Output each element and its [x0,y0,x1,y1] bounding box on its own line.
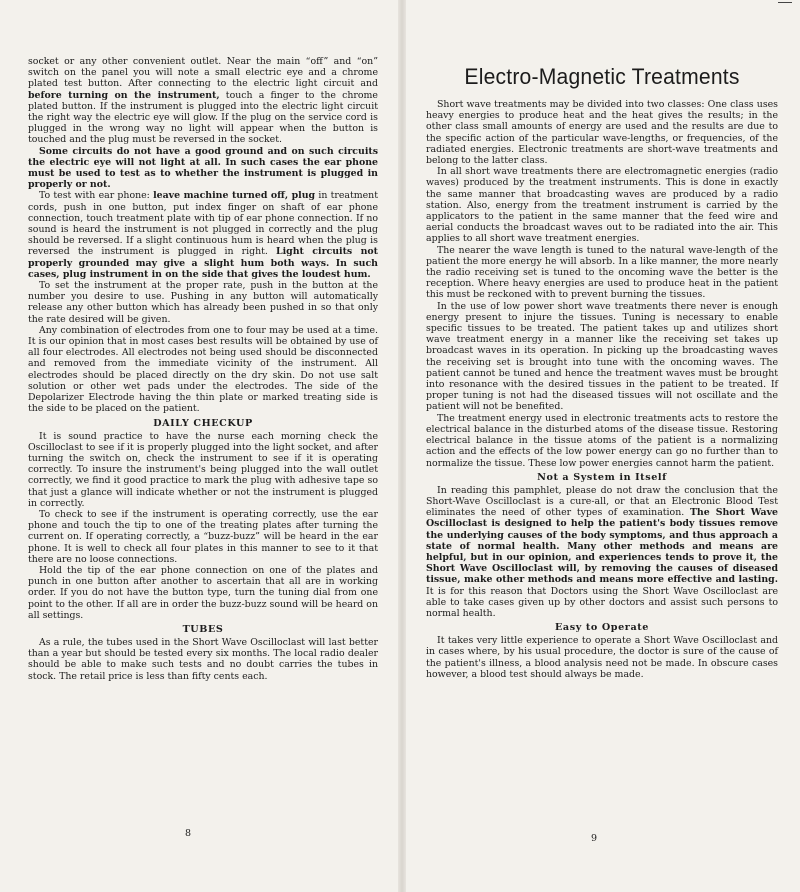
bold-text-run: Some circuits do not have a good ground and on such circuits the electric eye will not light at all. In such cases the ear phone must be used to test as to whether the instrument is plugged in properly or not. [28,145,378,191]
text-run: touch a finger to the chrome plated button. If the instrument is plugged into the electric light circuit the right way the electric eye will glow. If the plug on the service cord is plugged in the wrong way no light will appear when the button is touched and the plug must be reversed in the socket. [28,89,378,146]
page-number-left: 8 [184,828,192,839]
left-intro-paragraphs [28,56,378,415]
paragraph [28,637,378,682]
text-run: In the use of low power short wave treatments there never is enough energy present to injure the tissues. Tuning is necessary to enable specific tissues to be treated. The patient takes up and utilizes short wave treatment energy in a manner like the receiving set takes up broadcast waves in its operation. In picking up the broadcasting waves the receiving set is brought into tune with the oncoming waves. The patient cannot be tuned and hence the treatment waves must be brought into resonance with the desired tissues in the patient to be treated. If proper tuning is not had the diseased tissues will not oscillate and the patient will not be benefited. [426,300,778,413]
paragraph [426,166,778,244]
paragraph [28,431,378,509]
paragraph [28,325,378,415]
right-intro-paragraphs [426,99,778,469]
bold-text-run: before turning on the instrument, [28,89,220,101]
bold-text-run: Light circuits not properly grounded may give a slight hum both ways. In such cases, plug instrument in on the side that gives the loudest hum. [28,246,379,280]
text-run: in treatment cords, push in one button, put index finger on shaft of ear phone connection, touch treatment plate with tip of ear phone connection. If no sound is heard the instrument is not plugged in correctly and the plug should be reversed. If a slight continuous hum is heard when the plug is reversed the instrument is plugged in right. [28,190,378,258]
bold-text-run: The Short Wave Oscilloclast is designed to help the patient's body tissues remove the underlying causes of the body symptoms, and thus approach a state of normal health. Many other methods and means are helpful, but in our opinion, and experiences tends to prove it, the Short Wave Oscilloclast will, by removing the causes of diseased tissue, make other methods and means more effective and lasting. [426,507,779,586]
bold-text-run: leave machine turned off, plug [153,190,316,202]
page-gutter [398,0,406,892]
paragraph [28,280,378,325]
left-page [0,0,398,892]
paragraph [28,190,378,280]
paragraph [426,635,778,680]
paragraph [28,565,378,621]
right-column [426,64,778,680]
text-run: In reading this pamphlet, please do not draw the conclusion that the Short-Wave Oscilloclast is a cure-all, or that an Electronic Blood Test eliminates the need of other types of examination. [426,484,778,519]
not-a-system-paragraphs [426,485,778,619]
paragraph [28,146,378,191]
page-title: Electro-Magnetic Treatments [464,64,740,89]
text-run: The nearer the wave length is tuned to the natural wave-length of the patient the more energy he will absorb. In a like manner, the more nearly the radio receiving set is tuned to the oncoming wave the better is the reception. Where heavy energies are used to produce heat in the patient this must be reckoned with to prevent burning the tissues. [426,244,778,301]
paragraph [426,413,778,469]
text-run: To check to see if the instrument is operating correctly, use the ear phone and touch the tip to one of the treating plates after turning the current on. If operating correctly, a “buzz-buzz” will be heard in the ear phone. It is well to check all four plates in this manner to see to it that there are no loose connections. [28,508,378,565]
text-run: The treatment energy used in electronic treatments acts to restore the electrical balance in the disturbed atoms of the disease tissue. Restoring electrical balance in the tissue atoms of the patient is a normalizing action and the effects of the low power energy can go no further than to normalize the tissue. These low power energies cannot harm the patient. [426,412,778,469]
not-a-system-heading: Not a System in Itself [537,471,667,483]
paragraph [426,245,778,301]
easy-to-operate-paragraphs [426,635,778,680]
tubes-heading: TUBES [182,623,224,635]
daily-checkup-paragraphs [28,431,378,621]
paragraph [28,56,378,146]
right-page [406,0,800,892]
corner-mark [778,2,792,3]
text-run: Any combination of electrodes from one to four may be used at a time. It is our opinion that in most cases best results will be obtained by use of all four electrodes. All electrodes not being used should be disconnected and removed from the immediate vicinity of the instrument. All electrodes should be placed directly on the dry skin. Do not use salt solution or other wet pads under the electrodes. The side of the Depolarizer Electrode having the thin plate or marked treating side is the side to be placed on the patient. [28,324,378,415]
text-run: As a rule, the tubes used in the Short Wave Oscilloclast will last better than a year but should be tested every six months. The local radio dealer should be able to make such tests and no doubt carries the tubes in stock. The retail price is less than fifty cents each. [28,636,378,682]
text-run: Hold the tip of the ear phone connection on one of the plates and punch in one button after another to ascertain that all are in working order. If you do not have the button type, turn the tuning dial from one point to the other. If all are in order the buzz-buzz sound will be heard on all settings. [28,564,378,621]
paragraph [426,485,778,619]
paragraph [426,301,778,413]
text-run: Short wave treatments may be divided into two classes: One class uses heavy energies to produce heat and the heat gives the results; in the other class small amounts of energy are used and the results are due to the specific action of the particular wave-lengths, or frequencies, of the radiated energies. Electronic treatments are short-wave treatments and belong to the latter class. [426,99,778,167]
tubes-paragraphs [28,637,378,682]
paragraph [426,99,778,166]
left-column [28,56,378,682]
text-run: It is sound practice to have the nurse each morning check the Oscilloclast to see if it is properly plugged into the light socket, and after turning the switch on, check the instrument to see if it is operating correctly. To insure the instrument's being plugged into the wall outlet correctly, we find it good practice to mark the plug with adhesive tape so that just a glance will indicate whether or not the instrument is plugged in correctly. [28,430,378,509]
text-run: To set the instrument at the proper rate, push in the button at the number you desire to use. Pushing in any button will automatically release any other button which has already been pushed in so that only the rate desired will be given. [28,280,378,325]
page-number-right: 9 [590,833,598,844]
easy-to-operate-heading: Easy to Operate [555,622,649,634]
daily-checkup-heading: DAILY CHECKUP [153,417,253,429]
text-run: It is for this reason that Doctors using the Short Wave Oscilloclast are able to take cases given up by other doctors and assist such persons to normal health. [426,585,778,619]
text-run: To test with ear phone: [39,190,154,202]
paragraph [28,509,378,565]
text-run: socket or any other convenient outlet. Near the main “off” and “on” switch on the panel you will note a small electric eye and a chrome plated test button. After connecting to the electric light circuit and [28,56,378,90]
text-run: In all short wave treatments there are electromagnetic energies (radio waves) produced by the treatment instruments. This is done in exactly the same manner that broadcasting waves are produced by a radio station. Also, energy from the treatment instrument is carried by the applicators to the patient in the same manner that the feed wire and aerial conducts the broadcast waves out to be radiated into the air. This applies to all short wave treatment energies. [426,166,778,245]
text-run: It takes very little experience to operate a Short Wave Oscilloclast and in cases where, by his usual procedure, the doctor is sure of the cause of the patient's illness, a blood analysis need not be made. In obscure cases however, a blood test should always be made. [426,635,778,680]
